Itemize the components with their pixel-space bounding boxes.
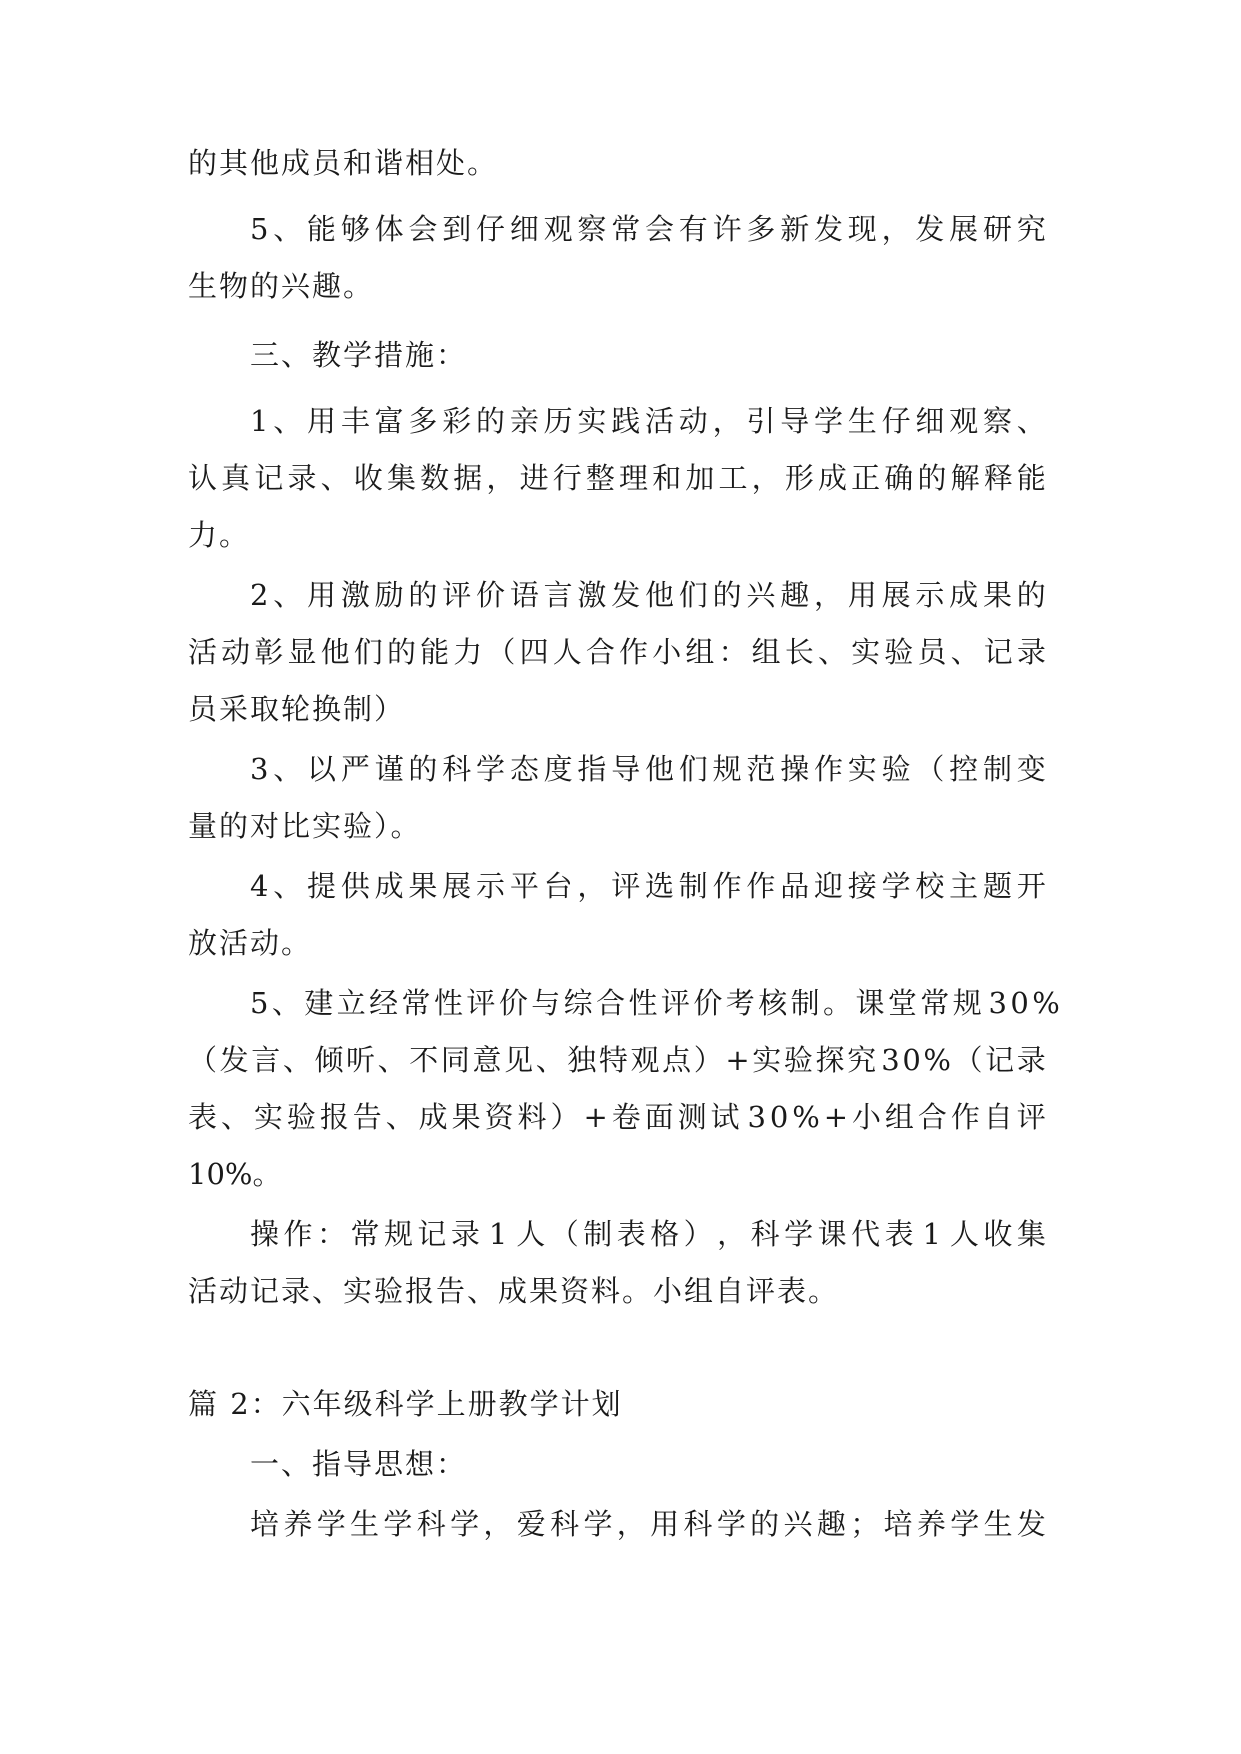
text-line: 5 、 建 立 经 常 性 评 价 与 综 合 性 评 价 考 核 制 。 课 堂 常 规 3 0 % bbox=[250, 986, 1060, 1020]
text-line: 力。 bbox=[188, 518, 251, 552]
article-title: 篇 2：六年级科学上册教学计划 bbox=[188, 1387, 623, 1421]
text-line: 员采取轮换制） bbox=[188, 692, 406, 726]
text-line: 活动记录、实验报告、成果资料。小组自评表。 bbox=[188, 1274, 840, 1308]
text-line: 培 养 学 生 学 科 学 ， 爱 科 学 ， 用 科 学 的 兴 趣 ； 培 养 学 生 发 bbox=[250, 1507, 1046, 1541]
text-line: 生物的兴趣。 bbox=[188, 269, 375, 303]
text-line: 10%。 bbox=[188, 1157, 282, 1191]
text-line: 活 动 彰 显 他 们 的 能 力 （ 四 人 合 作 小 组 ： 组 长 、 实 验 员 、 记 录 bbox=[188, 635, 1046, 669]
text-line: 表 、 实 验 报 告 、 成 果 资 料 ） + 卷 面 测 试 3 0 % + 小 组 合 作 自 评 bbox=[188, 1100, 1046, 1134]
text-line: 操 作 ： 常 规 记 录 1 人 （ 制 表 格 ） ， 科 学 课 代 表 1 人 收 集 bbox=[250, 1217, 1046, 1251]
text-line: （ 发 言 、 倾 听 、 不 同 意 见 、 独 特 观 点 ） + 实 验 探 究 3 0 % （ 记 录 bbox=[188, 1043, 1046, 1077]
text-line: 2 、 用 激 励 的 评 价 语 言 激 发 他 们 的 兴 趣 ， 用 展 示 成 果 的 bbox=[250, 578, 1046, 612]
text-line: 的其他成员和谐相处。 bbox=[188, 146, 499, 180]
text-line: 认 真 记 录 、 收 集 数 据 ， 进 行 整 理 和 加 工 ， 形 成 正 确 的 解 释 能 bbox=[188, 461, 1046, 495]
text-line: 3 、 以 严 谨 的 科 学 态 度 指 导 他 们 规 范 操 作 实 验 （ 控 制 变 bbox=[250, 752, 1046, 786]
text-line: 放活动。 bbox=[188, 926, 313, 960]
section-heading: 三、教学措施： bbox=[250, 338, 468, 372]
text-line: 5 、 能 够 体 会 到 仔 细 观 察 常 会 有 许 多 新 发 现 ， 发 展 研 究 bbox=[250, 212, 1046, 246]
text-line: 4 、 提 供 成 果 展 示 平 台 ， 评 选 制 作 作 品 迎 接 学 校 主 题 开 bbox=[250, 869, 1046, 903]
text-line: 量的对比实验）。 bbox=[188, 809, 422, 843]
section-heading: 一、指导思想： bbox=[250, 1447, 468, 1481]
text-line: 1 、 用 丰 富 多 彩 的 亲 历 实 践 活 动 ， 引 导 学 生 仔 细 观 察 、 bbox=[250, 404, 1046, 438]
